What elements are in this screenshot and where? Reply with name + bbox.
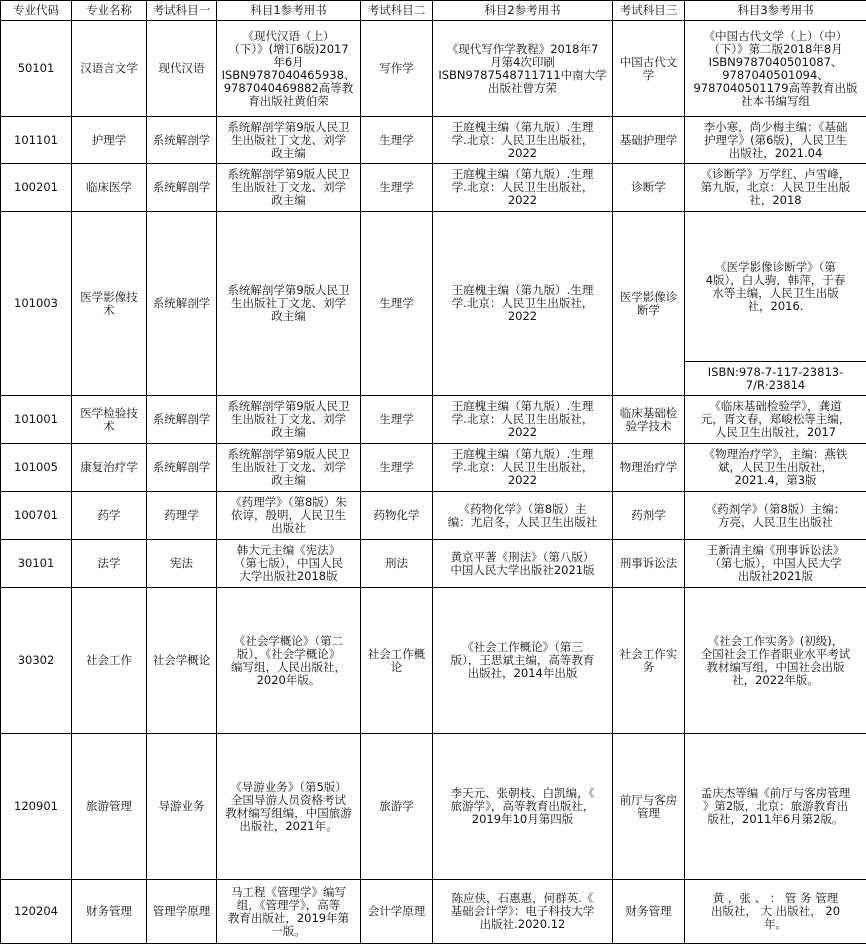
book3-isbn-cell: ISBN:978-7-117-23813- 7/R·23814 bbox=[685, 362, 866, 396]
table-row bbox=[1, 396, 866, 444]
code-cell: 50101 bbox=[1, 21, 72, 117]
subject3-cell: 财务管理 bbox=[613, 880, 685, 944]
book1-cell: 《社会学概论》（第二 版），《社会学概论》 编写组，人民出版社， 2020年版。 bbox=[217, 588, 361, 734]
table-row bbox=[1, 492, 866, 540]
subject3-cell: 医学影像诊 断学 bbox=[613, 212, 685, 396]
subject2-cell: 药物化学 bbox=[361, 492, 433, 540]
book2-cell: 黄京平著《刑法》（第八版） 中国人民大学出版社2021版 bbox=[433, 540, 613, 588]
book1-cell: 《药理学》（第8版）朱 依谆，殷明，人民卫生 出版社 bbox=[217, 492, 361, 540]
subject2-cell: 生理学 bbox=[361, 444, 433, 492]
major-cell: 护理学 bbox=[72, 117, 147, 164]
book1-cell: 系统解剖学第9版人民卫 生出版社丁文龙、刘学 政主编 bbox=[217, 164, 361, 212]
header-book2: 科目2参考用书 bbox=[433, 1, 613, 21]
table-row bbox=[1, 164, 866, 212]
table-row bbox=[1, 588, 866, 734]
book2-cell: 王庭槐主编（第九版）.生理 学.北京：人民卫生出版社， 2022 bbox=[433, 164, 613, 212]
book2-cell: 王庭槐主编（第九版）.生理 学.北京：人民卫生出版社， 2022 bbox=[433, 396, 613, 444]
code-cell: 101001 bbox=[1, 396, 72, 444]
subject3-cell: 物理治疗学 bbox=[613, 444, 685, 492]
major-cell: 医学影像技 术 bbox=[72, 212, 147, 396]
book3-cell: 《临床基础检验学》，龚道 元，胥文春，郑峻松等主编， 人民卫生出版社，2017 bbox=[685, 396, 866, 444]
subject3-cell: 前厅与客房 管理 bbox=[613, 734, 685, 880]
code-cell: 101005 bbox=[1, 444, 72, 492]
book2-cell: 王庭槐主编（第九版）.生理 学.北京：人民卫生出版社， 2022 bbox=[433, 117, 613, 164]
book3-cell: 《诊断学》万学红、卢雪峰， 第九版，北京：人民卫生出版 社，2018 bbox=[685, 164, 866, 212]
major-cell: 财务管理 bbox=[72, 880, 147, 944]
major-cell: 康复治疗学 bbox=[72, 444, 147, 492]
book1-cell: 系统解剖学第9版人民卫 生出版社丁文龙、刘学 政主编 bbox=[217, 396, 361, 444]
book3-cell: 《社会工作实务》(初级)， 全国社会工作者职业水平考试 教材编写组，中国社会出版 社，2022年版。 bbox=[685, 588, 866, 734]
table-row bbox=[1, 880, 866, 944]
book3-cell: 孟庆杰等编《前厅与客房管理 》第2版，北京：旅游教育出 版社，2011年6月第2版。 bbox=[685, 734, 866, 880]
book1-cell: 韩大元主编《宪法》 （第七版），中国人民 大学出版社2018版 bbox=[217, 540, 361, 588]
table-row bbox=[1, 734, 866, 880]
subject3-cell: 临床基础检 验学技术 bbox=[613, 396, 685, 444]
table-row bbox=[1, 212, 866, 362]
book2-cell: 《现代写作学教程》2018年7 月第4次印刷 ISBN9787548711711中南大学 出版社曾方荣 bbox=[433, 21, 613, 117]
subject1-cell: 系统解剖学 bbox=[147, 212, 217, 396]
subject2-cell: 生理学 bbox=[361, 164, 433, 212]
header-row bbox=[1, 1, 866, 21]
subject3-cell: 基础护理学 bbox=[613, 117, 685, 164]
book3-cell: 王新清主编《刑事诉讼法》 （第七版），中国人民大学 出版社2021版 bbox=[685, 540, 866, 588]
subject1-cell: 系统解剖学 bbox=[147, 164, 217, 212]
code-cell: 120901 bbox=[1, 734, 72, 880]
book3-cell: 《药剂学》（第8版）主编： 方亮，人民卫生出版社 bbox=[685, 492, 866, 540]
book2-cell: 陈应侠，石惠惠，何群英.《 基础会计学》：电子科技大学 出版社.2020.12 bbox=[433, 880, 613, 944]
book2-cell: 《社会工作概论》（第三 版），王思斌主编，高等教育 出版社，2014年出版 bbox=[433, 588, 613, 734]
subject1-cell: 系统解剖学 bbox=[147, 117, 217, 164]
major-cell: 汉语言文学 bbox=[72, 21, 147, 117]
table-row bbox=[1, 21, 866, 117]
subject2-cell: 生理学 bbox=[361, 117, 433, 164]
book2-cell: 《药物化学》（第8版）主 编：尤启冬，人民卫生出版社 bbox=[433, 492, 613, 540]
major-cell: 临床医学 bbox=[72, 164, 147, 212]
book3-cell: 李小寒，尚少梅主编：《基础 护理学》(第6版)，人民卫生 出版社，2021.04 bbox=[685, 117, 866, 164]
book3-cell: 《中国古代文学（上）（中） （下）》第二版2018年8月 ISBN9787040501087、 9787040501094、 9787040501179高等教育出版 社本书编写组 bbox=[685, 21, 866, 117]
book2-cell: 王庭槐主编（第九版）.生理 学.北京：人民卫生出版社， 2022 bbox=[433, 444, 613, 492]
subject1-cell: 系统解剖学 bbox=[147, 396, 217, 444]
code-cell: 100201 bbox=[1, 164, 72, 212]
book1-cell: 系统解剖学第9版人民卫 生出版社丁文龙、刘学 政主编 bbox=[217, 444, 361, 492]
table-row bbox=[1, 117, 866, 164]
major-cell: 法学 bbox=[72, 540, 147, 588]
table-row bbox=[1, 444, 866, 492]
header-subject2: 考试科目二 bbox=[361, 1, 433, 21]
major-cell: 社会工作 bbox=[72, 588, 147, 734]
subject1-cell: 宪法 bbox=[147, 540, 217, 588]
major-cell: 药学 bbox=[72, 492, 147, 540]
table-row bbox=[1, 540, 866, 588]
subject2-cell: 社会工作概 论 bbox=[361, 588, 433, 734]
subject1-cell: 系统解剖学 bbox=[147, 444, 217, 492]
subject3-cell: 诊断学 bbox=[613, 164, 685, 212]
subject3-cell: 社会工作实 务 bbox=[613, 588, 685, 734]
subject1-cell: 药理学 bbox=[147, 492, 217, 540]
subject2-cell: 旅游学 bbox=[361, 734, 433, 880]
book1-cell: 马工程《管理学》编写 组，《管理学》，高等 教育出版社，2019年第 一版。 bbox=[217, 880, 361, 944]
subject2-cell: 会计学原理 bbox=[361, 880, 433, 944]
book1-cell: 《现代汉语（上） （下）》(增订6版)2017 年6月 ISBN9787040465938、 9787040469882高等教 育出版社黄伯荣 bbox=[217, 21, 361, 117]
subject1-cell: 管理学原理 bbox=[147, 880, 217, 944]
subject2-cell: 写作学 bbox=[361, 21, 433, 117]
code-cell: 30302 bbox=[1, 588, 72, 734]
code-cell: 30101 bbox=[1, 540, 72, 588]
subject2-cell: 刑法 bbox=[361, 540, 433, 588]
header-major: 专业名称 bbox=[72, 1, 147, 21]
code-cell: 101101 bbox=[1, 117, 72, 164]
code-cell: 101003 bbox=[1, 212, 72, 396]
book1-cell: 系统解剖学第9版人民卫 生出版社丁文龙、刘学 政主编 bbox=[217, 117, 361, 164]
book3-cell: 黄 ，张 、 ： 管 务 管理 出版社， 大 出版社， 20 年。 bbox=[685, 880, 866, 944]
subject2-cell: 生理学 bbox=[361, 212, 433, 396]
subject1-cell: 社会学概论 bbox=[147, 588, 217, 734]
code-cell: 120204 bbox=[1, 880, 72, 944]
major-cell: 医学检验技 术 bbox=[72, 396, 147, 444]
subject1-cell: 现代汉语 bbox=[147, 21, 217, 117]
subject3-cell: 刑事诉讼法 bbox=[613, 540, 685, 588]
book1-cell: 《导游业务》（第5版） 全国导游人员资格考试 教材编写组编，中国旅游 出版社，2021年。 bbox=[217, 734, 361, 880]
subject3-cell: 中国古代文 学 bbox=[613, 21, 685, 117]
header-book1: 科目1参考用书 bbox=[217, 1, 361, 21]
header-subject3: 考试科目三 bbox=[613, 1, 685, 21]
code-cell: 100701 bbox=[1, 492, 72, 540]
major-cell: 旅游管理 bbox=[72, 734, 147, 880]
subject3-cell: 药剂学 bbox=[613, 492, 685, 540]
book2-cell: 李天元、张朝枝、白凯编，《 旅游学》，高等教育出版社， 2019年10月第四版 bbox=[433, 734, 613, 880]
book1-cell: 系统解剖学第9版人民卫 生出版社丁文龙、刘学 政主编 bbox=[217, 212, 361, 396]
subject2-cell: 生理学 bbox=[361, 396, 433, 444]
book3-cell: 《医学影像诊断学》（第 4版），白人驹，韩萍，于春 水等主编，人民卫生出版 社，2016. bbox=[685, 212, 866, 362]
header-subject1: 考试科目一 bbox=[147, 1, 217, 21]
subject1-cell: 导游业务 bbox=[147, 734, 217, 880]
book2-cell: 王庭槐主编（第九版）.生理 学.北京：人民卫生出版社， 2022 bbox=[433, 212, 613, 396]
header-code: 专业代码 bbox=[1, 1, 72, 21]
book3-cell: 《物理治疗学》，主编：燕铁 斌，人民卫生出版社， 2021.4，第3版 bbox=[685, 444, 866, 492]
header-book3: 科目3参考用书 bbox=[685, 1, 866, 21]
